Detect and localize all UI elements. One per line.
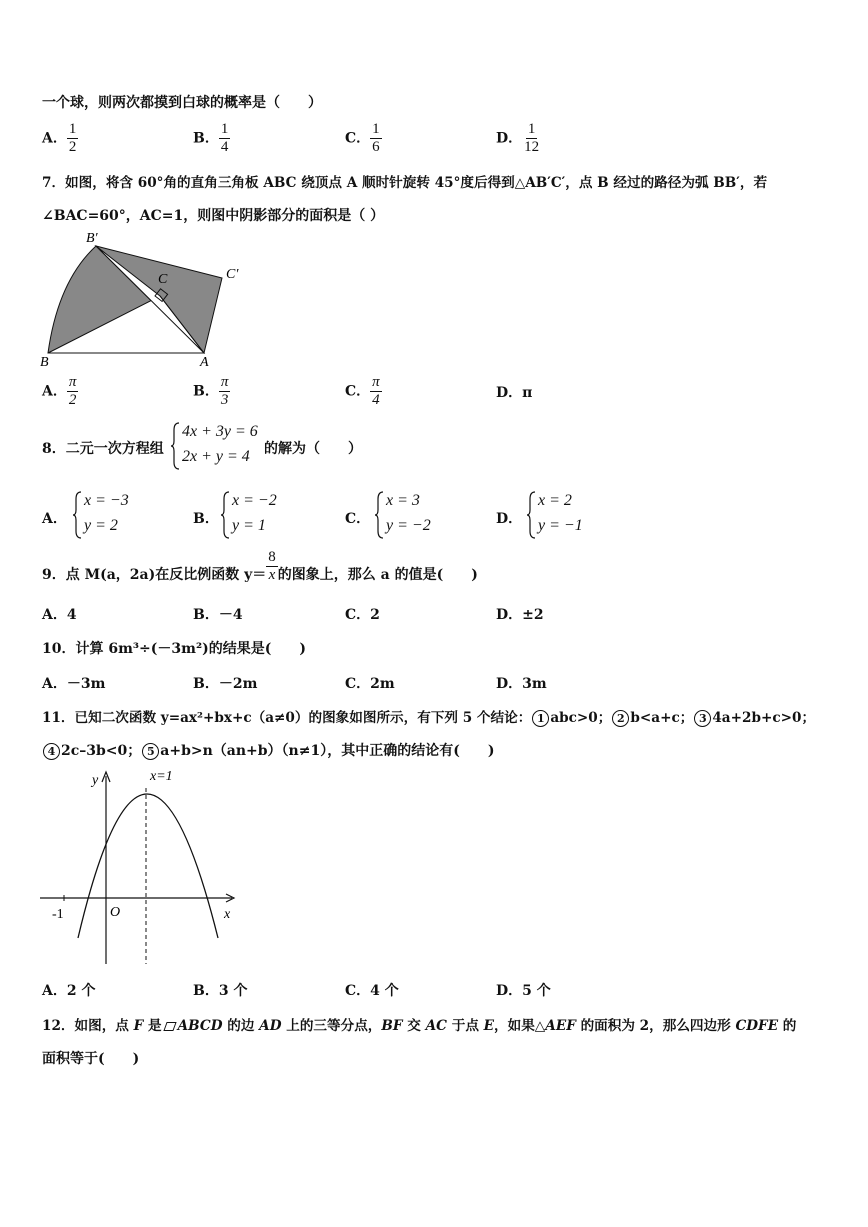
parallelogram-icon bbox=[163, 1022, 176, 1031]
fraction: $\frac{1}{12}$ bbox=[524, 121, 540, 155]
q8-stem-prefix: 8．二元一次方程组 bbox=[42, 441, 164, 457]
q8-option-c: x = 3 y = −2 bbox=[374, 491, 474, 541]
q11-option-d: D．5 个 bbox=[496, 983, 551, 999]
q7-stem-line2: ∠BAC=60°，AC=1，则图中阴影部分的面积是（ ） bbox=[42, 208, 385, 224]
q12-stem-line2: 面积等于( ) bbox=[42, 1051, 140, 1067]
q6-stem: 一个球，则两次都摸到白球的概率是（ ） bbox=[42, 95, 322, 111]
q10-option-b: B．－2m bbox=[193, 676, 258, 692]
q9-option-d: D．±2 bbox=[496, 607, 544, 623]
fraction: $\frac{\pi}{4}$ bbox=[372, 374, 380, 408]
circled-number: 3 bbox=[694, 710, 711, 727]
circled-number: 4 bbox=[43, 743, 60, 760]
q7-option-b: B． $\frac{\pi}{3}$ bbox=[193, 374, 229, 408]
q7-option-c: C． $\frac{\pi}{4}$ bbox=[345, 374, 380, 408]
circled-number: 5 bbox=[142, 743, 159, 760]
q7-option-d: D．π bbox=[496, 385, 533, 401]
q11-stem-line1: 11．已知二次函数 y=ax²+bx+c（a≠0）的图象如图所示，有下列 5 个结论： 1 abc>0； 2 b<a+c； 3 4a+2b+c>0； bbox=[42, 710, 816, 726]
q10-option-c: C．2m bbox=[345, 676, 395, 692]
fraction: $\frac{\pi}{3}$ bbox=[220, 374, 229, 408]
q8-option-a-label: A． bbox=[42, 511, 67, 527]
origin-label: O bbox=[110, 905, 121, 920]
fraction: $\frac{8}{x}$ bbox=[268, 548, 276, 583]
q8-option-b: x = −2 y = 1 bbox=[220, 491, 320, 541]
q10-stem: 10．计算 6m³÷(－3m²)的结果是( ) bbox=[42, 641, 306, 657]
label-a: A bbox=[200, 355, 209, 370]
minus-one-label: -1 bbox=[52, 907, 64, 922]
brace-icon bbox=[170, 422, 180, 470]
axis-of-symmetry-label: x=1 bbox=[150, 769, 173, 784]
brace-icon bbox=[374, 491, 384, 539]
q6-option-a: A． $\frac{1}{2}$ bbox=[42, 121, 77, 155]
brace-icon bbox=[220, 491, 230, 539]
q9-option-a: A．4 bbox=[42, 607, 77, 623]
q12-stem-line1: 12．如图，点 F 是 ABCD 的边 AD 上的三等分点，BF 交 AC 于点 E，如果△AEF 的面积为 2，那么四边形 CDFE 的 bbox=[42, 1018, 797, 1034]
q8-stem-suffix: 的解为（ ） bbox=[264, 441, 362, 457]
label-b: B bbox=[40, 355, 49, 370]
label-c: C bbox=[158, 272, 168, 287]
q6-option-b: B． $\frac{1}{4}$ bbox=[193, 121, 229, 155]
q8-option-b-label: B． bbox=[193, 511, 219, 527]
x-axis-label: x bbox=[224, 907, 231, 922]
q7-stem-line1: 7．如图，将含 60°角的直角三角板 ABC 绕顶点 A 顺时针旋转 45°度后得到△AB′C′，点 B 经过的路径为弧 BB′，若 bbox=[42, 175, 768, 191]
q6-option-d: D． $\frac{1}{12}$ bbox=[496, 121, 540, 155]
fraction: $\frac{1}{4}$ bbox=[220, 121, 229, 155]
circled-number: 1 bbox=[532, 710, 549, 727]
q9-stem: 9．点 M(a，2a)在反比例函数 y＝ $\frac{8}{x}$ 的图象上，那么 a 的值是( ) bbox=[42, 548, 478, 583]
q8-option-a: x = −3 y = 2 bbox=[72, 491, 172, 541]
fraction: $\frac{\pi}{2}$ bbox=[68, 374, 77, 408]
q7-option-a: A． $\frac{\pi}{2}$ bbox=[42, 374, 77, 408]
q8-option-c-label: C． bbox=[345, 511, 371, 527]
circled-number: 2 bbox=[612, 710, 629, 727]
q10-option-a: A．－3m bbox=[42, 676, 106, 692]
q11-option-a: A．2 个 bbox=[42, 983, 96, 999]
q11-option-b: B．3 个 bbox=[193, 983, 248, 999]
rotation-figure bbox=[36, 226, 239, 372]
q6-option-c: C． $\frac{1}{6}$ bbox=[345, 121, 380, 155]
fraction: $\frac{1}{2}$ bbox=[68, 121, 77, 155]
q10-option-d: D．3m bbox=[496, 676, 547, 692]
q8-system: 4x + 3y = 6 2x + y = 4 bbox=[170, 422, 270, 472]
parabola-graph bbox=[36, 764, 246, 970]
q9-option-b: B．－4 bbox=[193, 607, 243, 623]
brace-icon bbox=[72, 491, 82, 539]
q11-option-c: C．4 个 bbox=[345, 983, 399, 999]
label-c-prime: C′ bbox=[226, 267, 239, 282]
q8-option-d-label: D． bbox=[496, 511, 523, 527]
y-axis-label: y bbox=[92, 773, 99, 788]
fraction: $\frac{1}{6}$ bbox=[372, 121, 380, 155]
q9-option-c: C．2 bbox=[345, 607, 380, 623]
label-b-prime: B′ bbox=[86, 231, 98, 246]
q8-option-d: x = 2 y = −1 bbox=[526, 491, 626, 541]
brace-icon bbox=[526, 491, 536, 539]
q11-stem-line2: 4 2c–3b<0； 5 a+b>n（an+b）（n≠1），其中正确的结论有( ) bbox=[42, 740, 494, 760]
